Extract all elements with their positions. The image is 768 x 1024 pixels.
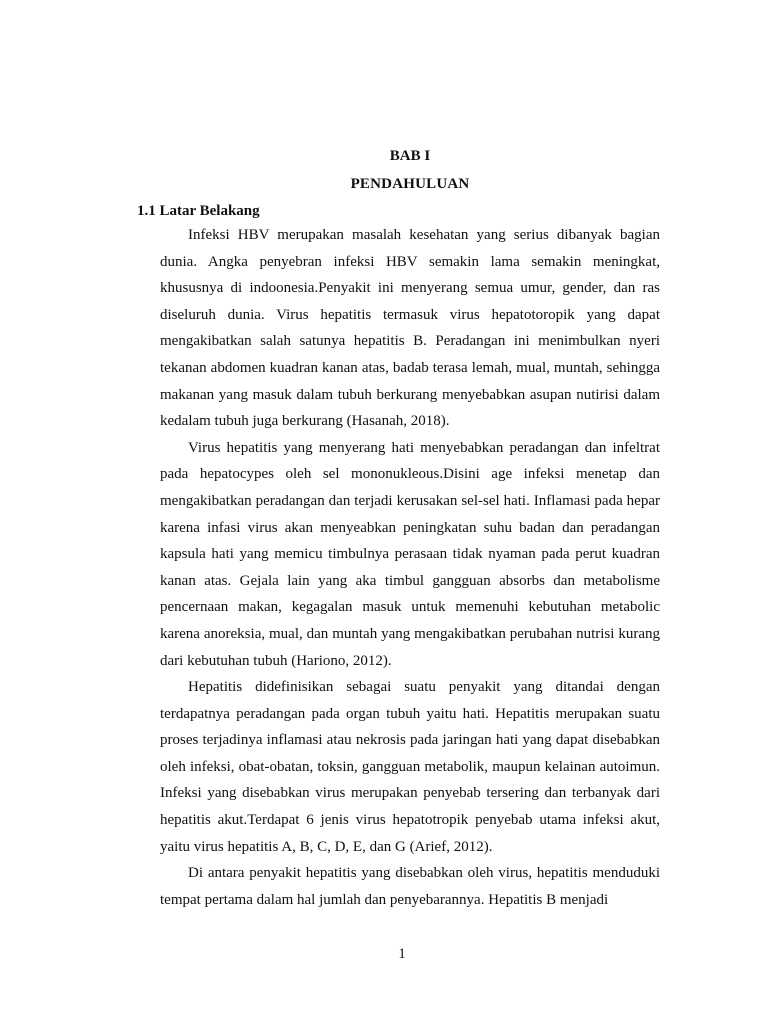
paragraph-4: Di antara penyakit hepatitis yang disebabkan oleh virus, hepatitis menduduki tempat pertama dalam hal jumlah dan penyebarannya. Hepatitis B menjadi: [160, 865, 660, 908]
paragraph-2: Virus hepatitis yang menyerang hati menyebabkan peradangan dan infeltrat pada hepatocypes oleh sel mononukleous.Disini age infeksi menetap dan mengakibatkan peradangan dan terjadi kerusakan sel-sel hati. Inflamasi pada hepar karena infasi virus akan menyeabkan peningkatan suhu badan dan peradangan kapsula hati yang memicu timbulnya perasaan tidak nyaman pada perut kuadran kanan atas. Gejala lain yang aka timbul gangguan absorbs dan metabolisme pencernaan makan, kegagalan masuk untuk memenuhi kebutuhan metabolic karena anoreksia, mual, dan muntah yang mengakibatkan perubahan nutrisi kurang dari kebutuhan tubuh (Hariono, 2012).: [160, 439, 660, 669]
section-heading: 1.1 Latar Belakang: [137, 203, 260, 219]
paragraph-1: Infeksi HBV merupakan masalah kesehatan yang serius dibanyak bagian dunia. Angka penyebran infeksi HBV semakin lama semakin meningkat, khususnya di indoonesia.Penyakit ini menyerang semua umur, gender, dan ras diseluruh dunia. Virus hepatitis termasuk virus hepatotoropik yang dapat mengakibatkan salah satunya hepatitis B. Peradangan ini menimbulkan nyeri tekanan abdomen kuadran kanan atas, badab terasa lemah, mual, muntah, sehingga makanan yang masuk dalam tubuh berkurang menyebabkan asupan nutirisi dalam kedalam tubuh juga berkurang (Hasanah, 2018).: [160, 227, 660, 430]
chapter-number: BAB I: [389, 148, 431, 164]
chapter-title: PENDAHULUAN: [350, 176, 470, 192]
paragraph-3: Hepatitis didefinisikan sebagai suatu penyakit yang ditandai dengan terdapatnya peradangan pada organ tubuh yaitu hati. Hepatitis merupakan suatu proses terjadinya inflamasi atau nekrosis pada jaringan hati yang dapat disebabkan oleh infeksi, obat-obatan, toksin, gangguan metabolik, maupun kelainan autoimun. Infeksi yang disebabkan virus merupakan penyebab tersering dan terbanyak dari hepatitis akut.Terdapat 6 jenis virus hepatotropik penyebab utama infeksi akut, yaitu virus hepatitis A, B, C, D, E, dan G (Arief, 2012).: [160, 679, 660, 855]
body-text: [160, 222, 660, 913]
page-number: 1: [398, 946, 406, 962]
